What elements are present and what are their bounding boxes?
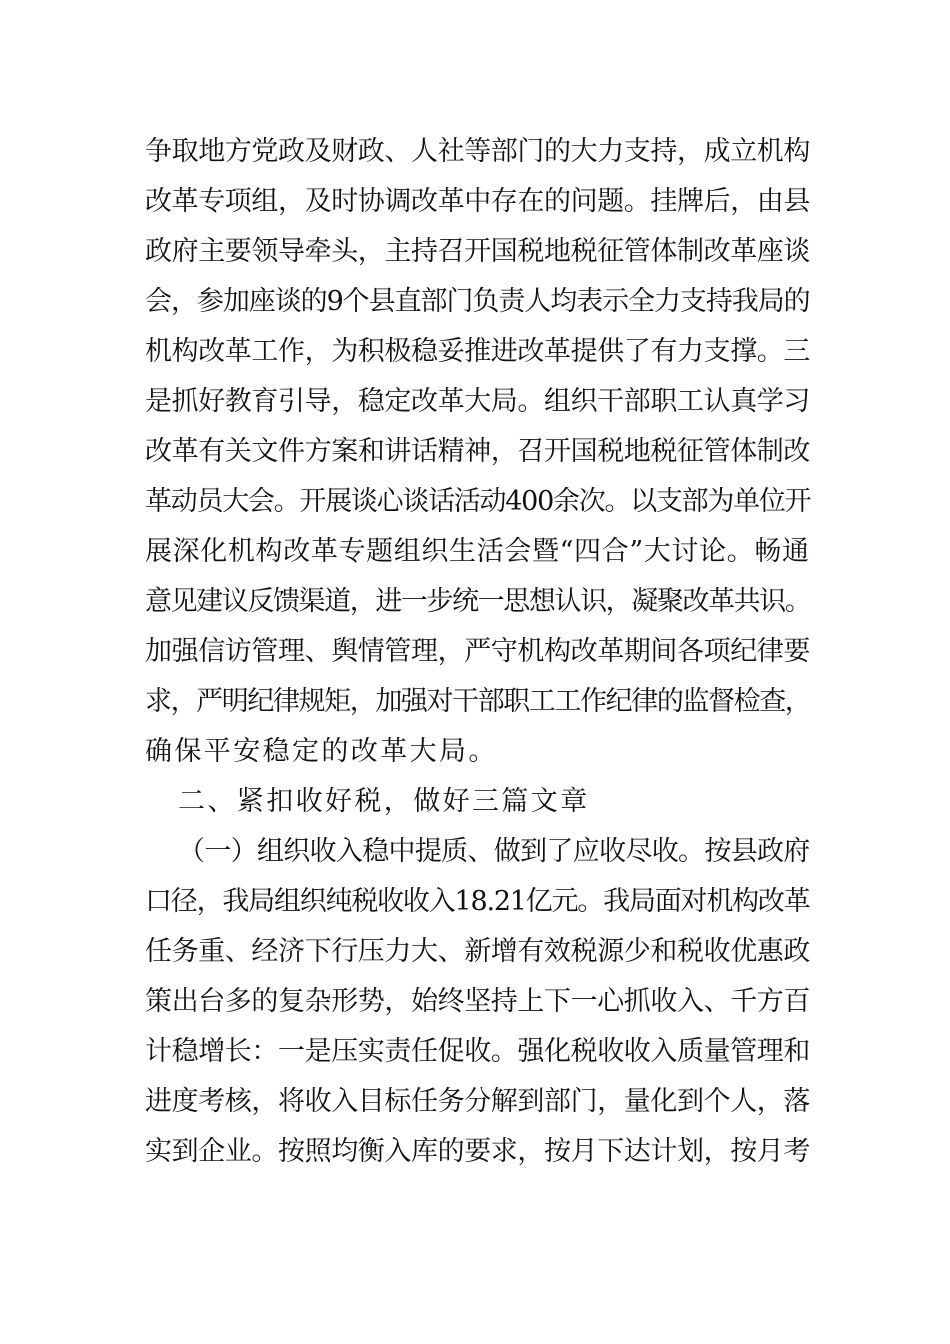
body-text-line: 求，严明纪律规矩，加强对干部职工工作纪律的监督检查， — [145, 686, 811, 717]
body-text-line: 争取地方党政及财政、人社等部门的大力支持，成立机构 — [145, 136, 810, 167]
body-text-line: 革动员大会。开展谈心谈话活动400余次。以支部为单位开 — [145, 486, 811, 517]
body-text-line: 任务重、经济下行压力大、新增有效税源少和税收优惠政 — [145, 936, 810, 967]
body-text-line: （一）组织收入稳中提质、做到了应收尽收。按县政府 — [178, 836, 810, 867]
body-text-line: 改革专项组，及时协调改革中存在的问题。挂牌后，由县 — [145, 186, 810, 217]
body-text-line: 改革有关文件方案和讲话精神，召开国税地税征管体制改 — [145, 436, 810, 467]
body-text-line: 意见建议反馈渠道，进一步统一思想认识，凝聚改革共识。 — [145, 586, 811, 617]
body-text-line: 计稳增长：一是压实责任促收。强化税收收入质量管理和 — [145, 1036, 810, 1067]
body-text-line: 展深化机构改革专题组织生活会暨“四合”大讨论。畅通 — [145, 536, 810, 567]
body-text-line: 进度考核，将收入目标任务分解到部门，量化到个人，落 — [145, 1086, 810, 1117]
section-heading: 二、紧扣收好税，做好三篇文章 — [178, 786, 590, 817]
body-text-line: 口径，我局组织纯税收收入18.21亿元。我局面对机构改革 — [145, 886, 810, 917]
body-text-line: 确保平安稳定的改革大局。 — [145, 736, 498, 767]
body-text-line: 加强信访管理、舆情管理，严守机构改革期间各项纪律要 — [145, 636, 810, 667]
body-text-line: 实到企业。按照均衡入库的要求，按月下达计划，按月考 — [145, 1136, 810, 1167]
body-text-line: 是抓好教育引导，稳定改革大局。组织干部职工认真学习 — [145, 386, 810, 417]
body-text-line: 策出台多的复杂形势，始终坚持上下一心抓收入、千方百 — [145, 986, 810, 1017]
body-text-line: 政府主要领导牵头，主持召开国税地税征管体制改革座谈 — [145, 236, 810, 267]
body-text-line: 机构改革工作，为积极稳妥推进改革提供了有力支撑。三 — [145, 336, 810, 367]
body-text-line: 会，参加座谈的9个县直部门负责人均表示全力支持我局的 — [145, 286, 810, 317]
